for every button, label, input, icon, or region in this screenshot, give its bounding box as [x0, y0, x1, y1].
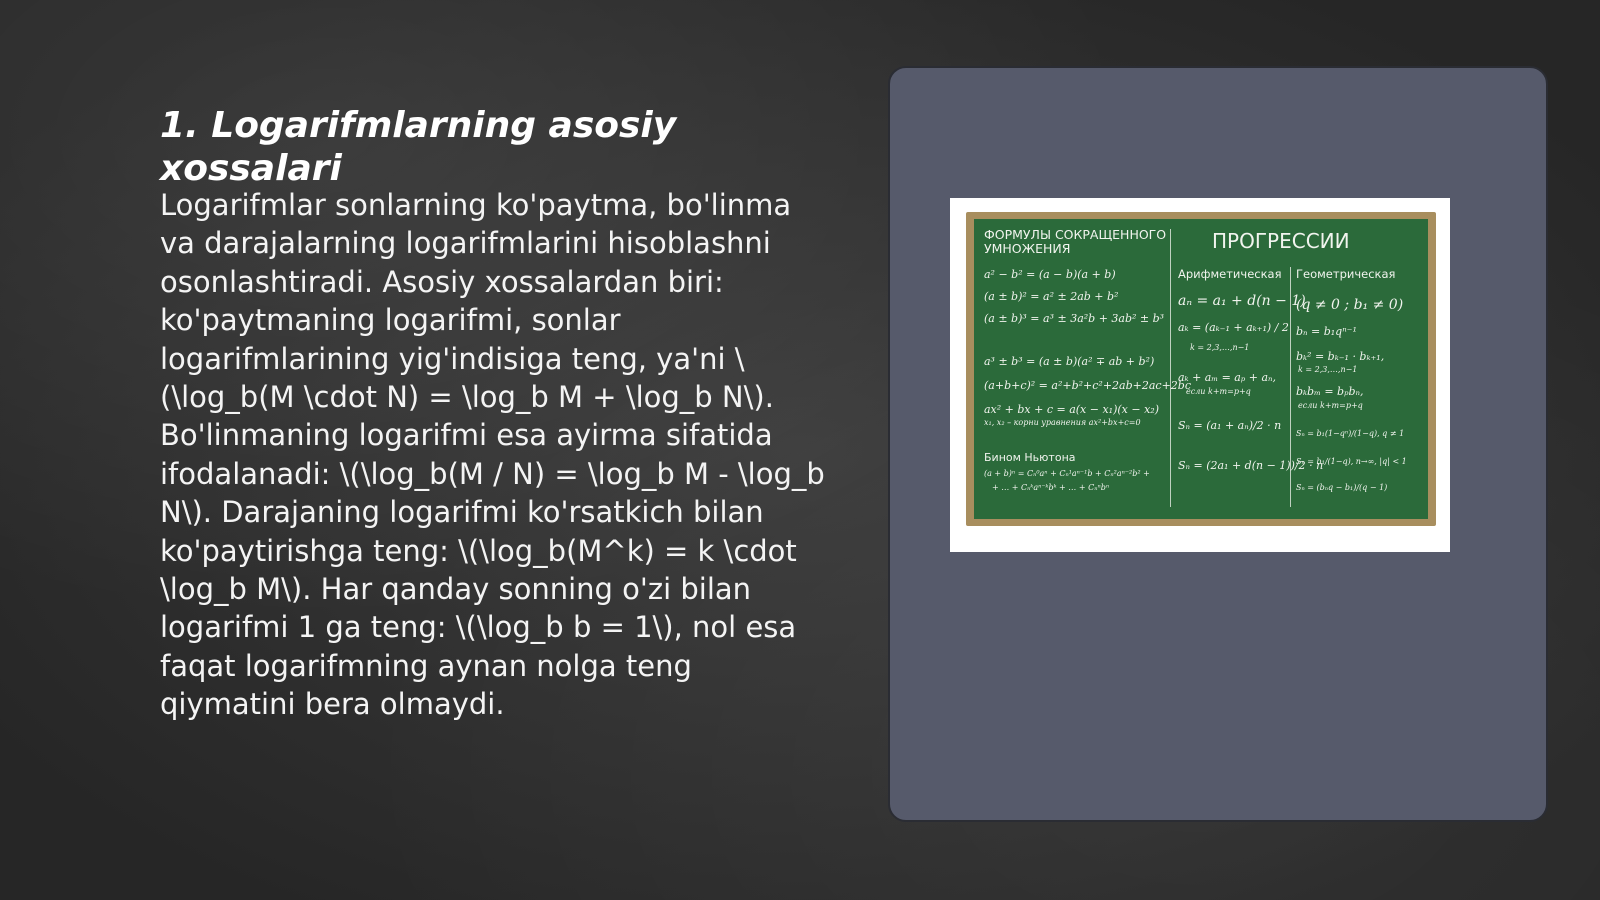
- formula: Sₙ = (2a₁ + d(n − 1))/2 · n: [1178, 459, 1324, 472]
- image-panel: [888, 66, 1548, 822]
- formula-note: k = 2,3,…,n−1: [1298, 365, 1358, 374]
- formula-note: если k+m=p+q: [1298, 401, 1363, 410]
- formula-note: если k+m=p+q: [1186, 387, 1251, 396]
- board-divider: [1170, 229, 1171, 507]
- formula: aₖ = (aₖ₋₁ + aₖ₊₁) / 2: [1178, 321, 1289, 334]
- formula: Sₙ = (a₁ + aₙ)/2 · n: [1178, 419, 1282, 432]
- formula: (q ≠ 0 ; b₁ ≠ 0): [1296, 297, 1404, 313]
- slide-title: 1. Logarifmlarning asosiy xossalari: [160, 105, 677, 190]
- board-wooden-frame: [966, 212, 1436, 526]
- board-heading-progressions: ПРОГРЕССИИ: [1212, 229, 1350, 253]
- board-heading-formulas: ФОРМУЛЫ СОКРАЩЕННОГО УМНОЖЕНИЯ: [984, 227, 1167, 256]
- arithmetic-label: Арифметическая: [1178, 267, 1282, 281]
- formula: a² − b² = (a − b)(a + b): [984, 268, 1116, 281]
- formula: bₖbₘ = bₚbₙ,: [1296, 385, 1364, 398]
- chalkboard-photo: [950, 198, 1450, 552]
- slide-body-text: Logarifmlar sonlarning ko'paytma, bo'linma va darajalarning logarifmlarini hisoblashni osonlashtiradi. Asosiy xossalardan biri: ko'paytmaning logarifmi, sonlar logarifmlarining yig'indisiga teng, ya'ni \(\log_b(M \cdot N) = \log_b M + \log_b N\). Bo'linmaning logarifmi esa ayirma sifatida ifodalanadi: \(\log_b(M / N) = \log_b M - \log_b N\). Darajaning logarifmi ko'rsatkich bilan ko'paytirishga teng: \(\log_b(M^k) = k \cdot \log_b M\). Har qanday sonning o'zi bilan logarifmi 1 ga teng: \(\log_b b = 1\), nol esa faqat logarifmning aynan nolga teng qiymatini bera olmaydi.: [160, 188, 825, 722]
- formula: Sₙ = (bₙq − b₁)/(q − 1): [1296, 483, 1388, 492]
- formula: (a+b+c)² = a²+b²+c²+2ab+2ac+2bc: [984, 379, 1191, 392]
- formula: Sₙ = b₁(1−qⁿ)/(1−q), q ≠ 1: [1296, 429, 1405, 438]
- geometric-label: Геометрическая: [1296, 267, 1396, 281]
- formula: (a ± b)³ = a³ ± 3a²b + 3ab² ± b³: [984, 312, 1165, 325]
- formula: + … + Cₙᵏaⁿ⁻ᵏbᵏ + … + Cₙⁿbⁿ: [992, 483, 1110, 492]
- newton-label: Бином Ньютона: [984, 451, 1076, 464]
- formula: bₙ = b₁qⁿ⁻¹: [1296, 325, 1357, 338]
- formula-note: x₁, x₂ – корни уравнения ax²+bx+c=0: [984, 418, 1141, 427]
- formula: bₖ² = bₖ₋₁ · bₖ₊₁,: [1296, 350, 1385, 363]
- formula: ax² + bx + c = a(x − x₁)(x − x₂): [984, 403, 1159, 416]
- formula: aₙ = a₁ + d(n − 1): [1178, 293, 1306, 309]
- chalkboard: [974, 219, 1428, 519]
- formula: (a ± b)² = a² ± 2ab + b²: [984, 290, 1119, 303]
- formula: (a + b)ⁿ = Cₙ⁰aⁿ + Cₙ¹aⁿ⁻¹b + Cₙ²aⁿ⁻²b² +: [984, 469, 1150, 478]
- formula: aₖ + aₘ = aₚ + aₙ,: [1178, 371, 1276, 384]
- formula: Sₙ = b₁/(1−q), n→∞, |q| < 1: [1296, 457, 1407, 466]
- formula-note: k = 2,3,…,n−1: [1190, 343, 1250, 352]
- formula: a³ ± b³ = (a ± b)(a² ∓ ab + b²): [984, 355, 1155, 368]
